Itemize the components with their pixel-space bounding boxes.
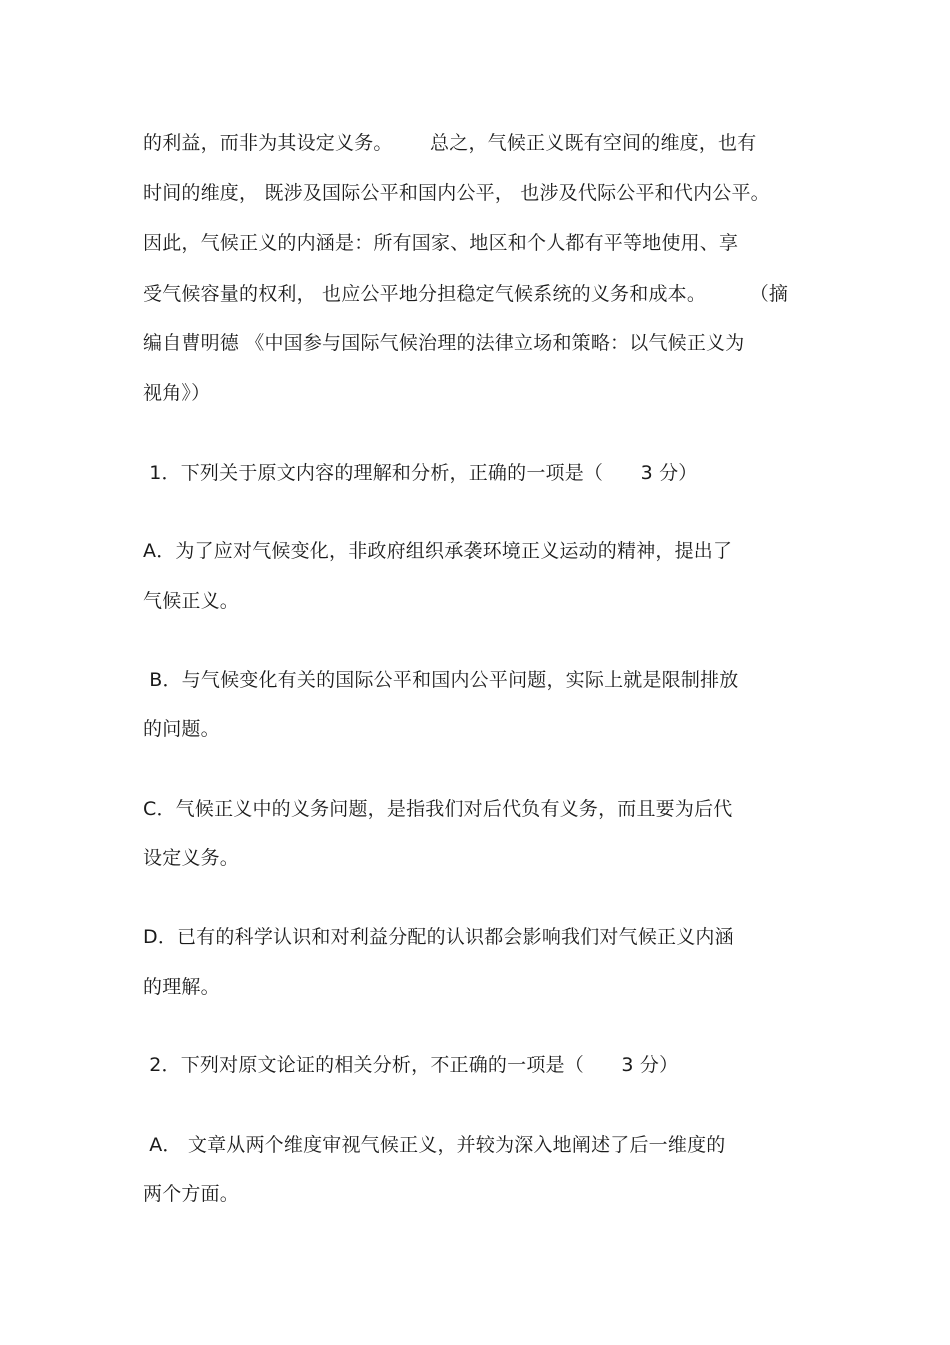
option-2a-cont: 两个方面。 bbox=[143, 1183, 240, 1205]
text-line: 编自曹明德 《中国参与国际气候治理的法律立场和策略：以气候正义为 bbox=[143, 332, 745, 354]
text-line: 因此，气候正义的内涵是：所有国家、地区和个人都有平等地使用、享 bbox=[143, 232, 739, 254]
option-1a-cont: 气候正义。 bbox=[143, 590, 240, 612]
option-2a: A． 文章从两个维度审视气候正义，并较为深入地阐述了后一维度的 bbox=[143, 1134, 726, 1156]
text-line: 的利益，而非为其设定义务。 总之，气候正义既有空间的维度，也有 bbox=[143, 132, 757, 154]
text-line: 时间的维度， 既涉及国际公平和国内公平， 也涉及代际公平和代内公平。 bbox=[143, 182, 770, 204]
question-2-stem: 2．下列对原文论证的相关分析，不正确的一项是（ 3 分） bbox=[143, 1054, 679, 1076]
option-1d-cont: 的理解。 bbox=[143, 976, 220, 998]
option-1a: A．为了应对气候变化，非政府组织承袭环境正义运动的精神，提出了 bbox=[143, 540, 733, 562]
option-1d: D．已有的科学认识和对利益分配的认识都会影响我们对气候正义内涵 bbox=[143, 926, 734, 948]
question-1-stem: 1．下列关于原文内容的理解和分析，正确的一项是（ 3 分） bbox=[143, 462, 698, 484]
option-1b: B．与气候变化有关的国际公平和国内公平问题，实际上就是限制排放 bbox=[143, 669, 739, 691]
option-1c-cont: 设定义务。 bbox=[143, 847, 240, 869]
text-line: 视角》） bbox=[143, 382, 211, 404]
option-1c: C．气候正义中的义务问题，是指我们对后代负有义务，而且要为后代 bbox=[143, 798, 733, 820]
text-line: 受气候容量的权利， 也应公平地分担稳定气候系统的义务和成本。 （摘 bbox=[143, 283, 789, 305]
option-1b-cont: 的问题。 bbox=[143, 718, 220, 740]
